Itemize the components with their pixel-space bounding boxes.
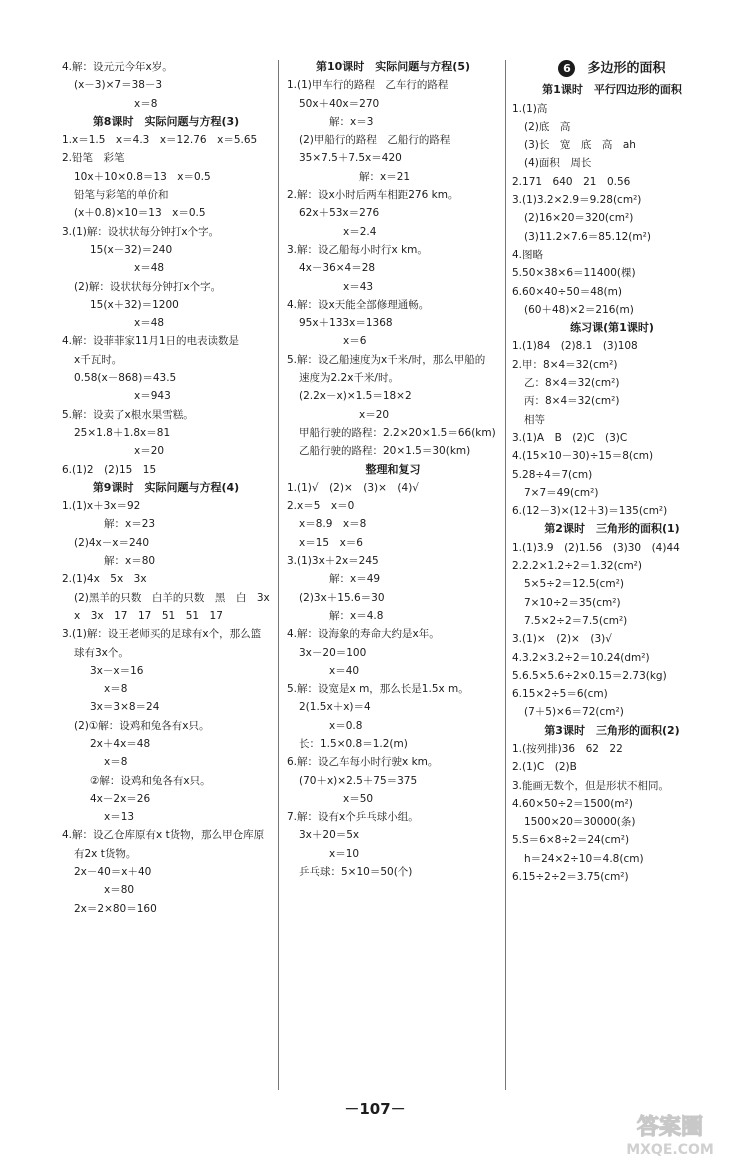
answer-line — [287, 845, 499, 863]
line-text: 甲船行驶的路程：2.2×20×1.5＝66(km) — [299, 426, 496, 439]
line-text: 解：x＝21 — [359, 170, 411, 183]
line-text: 4.解：设菲菲家11月1日的电表读数是 — [62, 335, 240, 348]
line-text: 7×10÷2＝35(cm²) — [524, 596, 621, 609]
line-text: 第3课时 三角形的面积(2) — [544, 723, 680, 737]
svg-text:MXQE.COM: MXQE.COM — [626, 1142, 714, 1158]
line-text: 62x＋53x＝276 — [299, 207, 380, 220]
answer-line — [512, 777, 712, 795]
answer-line — [287, 644, 499, 662]
answer-line — [287, 698, 499, 716]
answer-line — [62, 406, 270, 424]
line-text: 15(x＋32)＝1200 — [90, 298, 179, 311]
answer-line — [287, 131, 499, 149]
answer-line — [512, 795, 712, 813]
line-text: 相等 — [524, 413, 545, 426]
answer-line — [287, 186, 499, 204]
answer-line — [62, 186, 270, 204]
line-text: 7×7＝49(cm²) — [524, 486, 599, 499]
line-text: 1.(按列排)36 62 22 — [512, 742, 623, 755]
line-text: 4x－36×4＝28 — [299, 262, 376, 275]
answer-line — [512, 466, 712, 484]
line-text: x＝8 — [104, 683, 128, 696]
answer-line — [62, 332, 270, 350]
answer-line — [512, 740, 712, 758]
answer-line — [62, 461, 270, 479]
line-text: 3x－20＝100 — [299, 646, 367, 659]
answer-line — [62, 131, 270, 149]
answer-line — [512, 667, 712, 685]
line-text: h＝24×2÷10＝4.8(cm) — [524, 852, 644, 865]
section-heading — [62, 113, 270, 131]
line-text: x＝2.4 — [343, 225, 377, 238]
answer-line — [62, 772, 270, 790]
line-text: 4.解：设海象的寿命大约是x年。 — [287, 628, 440, 641]
line-text: (2)4x－x＝240 — [74, 536, 150, 549]
answer-line — [512, 429, 712, 447]
answer-line — [512, 374, 712, 392]
answer-line — [512, 612, 712, 630]
answer-line — [287, 863, 499, 881]
line-text: 丙：8×4＝32(cm²) — [524, 395, 620, 408]
answer-line — [287, 113, 499, 131]
answer-line — [62, 534, 270, 552]
line-text: 25×1.8＋1.8x＝81 — [74, 426, 171, 439]
answer-line — [287, 278, 499, 296]
answer-line — [62, 204, 270, 222]
line-text: 解：x＝4.8 — [329, 609, 384, 622]
answer-line — [287, 717, 499, 735]
answer-line — [287, 241, 499, 259]
line-text: 1.(1)3.9 (2)1.56 (3)30 (4)44 — [512, 541, 680, 554]
answer-line — [512, 283, 712, 301]
answer-line — [287, 552, 499, 570]
answer-line — [287, 296, 499, 314]
line-text: (2)底 高 — [524, 120, 571, 133]
line-text: 3x＋20＝5x — [299, 829, 360, 842]
answer-line — [512, 557, 712, 575]
svg-text:答案圈: 答案圈 — [636, 1115, 704, 1140]
answer-line — [287, 442, 499, 460]
line-text: 5×5÷2＝12.5(cm²) — [524, 578, 624, 591]
line-text: 第10课时 实际问题与方程(5) — [315, 60, 470, 73]
answer-line — [512, 191, 712, 209]
answer-line — [287, 735, 499, 753]
line-text: 3.(1)× (2)× (3)√ — [512, 633, 612, 646]
answer-line — [287, 479, 499, 497]
answer-line — [512, 228, 712, 246]
line-text: x＝8 — [134, 97, 158, 110]
answer-line — [62, 644, 270, 662]
line-text: (x－3)×7＝38－3 — [74, 79, 163, 92]
line-text: (60＋48)×2＝216(m) — [524, 303, 634, 316]
section-heading — [287, 58, 499, 76]
line-text: 解：x＝23 — [104, 518, 156, 531]
answer-line — [512, 502, 712, 520]
answer-line — [62, 570, 270, 588]
line-text: 解：x＝80 — [104, 555, 156, 568]
answer-line — [287, 424, 499, 442]
line-text: 第1课时 平行四边形的面积 — [542, 83, 682, 97]
answer-line — [512, 246, 712, 264]
line-text: 2.甲：8×4＝32(cm²) — [512, 358, 618, 371]
answer-line — [512, 411, 712, 429]
line-text: 练习课(第1课时) — [570, 321, 654, 335]
answer-line — [287, 332, 499, 350]
answer-line — [287, 314, 499, 332]
answer-line — [287, 149, 499, 167]
line-text: 5.解：设宽是x m，那么长是1.5x m。 — [287, 683, 469, 696]
line-text: 4.解：设乙仓库原有x t货物，那么甲仓库原 — [62, 829, 265, 842]
line-text: 4.3.2×3.2÷2＝10.24(dm²) — [512, 651, 650, 664]
line-text: 3.(1)3x＋2x＝245 — [287, 555, 379, 568]
answer-line — [512, 154, 712, 172]
column-divider — [278, 60, 279, 1090]
answer-line — [62, 149, 270, 167]
answer-line — [512, 100, 712, 118]
line-text: 第2课时 三角形的面积(1) — [544, 522, 680, 536]
line-text: 5.解：设乙船速度为x千米/时，那么甲船的 — [287, 353, 486, 366]
line-text: 速度为2.2x千米/时。 — [299, 372, 399, 385]
line-text: 6.解：设乙车每小时行驶x km。 — [287, 756, 439, 769]
answer-line — [512, 703, 712, 721]
line-text: 10x＋10×0.8＝13 x＝0.5 — [74, 170, 211, 183]
answer-line — [62, 881, 270, 899]
answer-line — [62, 680, 270, 698]
answer-line — [287, 772, 499, 790]
answer-line — [287, 607, 499, 625]
answer-line — [287, 259, 499, 277]
line-text: 2.x＝5 x＝0 — [287, 500, 355, 513]
answer-line — [287, 76, 499, 94]
answer-line — [512, 831, 712, 849]
answer-line — [287, 369, 499, 387]
section-heading — [512, 319, 712, 337]
line-text: x千瓦时。 — [74, 353, 123, 366]
line-text: 2.(1)C (2)B — [512, 761, 577, 774]
line-text: (2)解：设状状每分钟打x个字。 — [74, 280, 222, 293]
line-text: x＝8 — [104, 756, 128, 769]
line-text: 乒乓球：5×10＝50(个) — [299, 866, 413, 879]
answer-line — [62, 58, 270, 76]
section-heading — [512, 520, 712, 538]
answer-line — [287, 95, 499, 113]
answer-line — [62, 259, 270, 277]
line-text: 多边形的面积 — [587, 61, 666, 76]
line-text: 乙：8×4＝32(cm²) — [524, 377, 620, 390]
answer-line — [62, 900, 270, 918]
answer-line — [287, 625, 499, 643]
answer-line — [512, 850, 712, 868]
line-text: 铅笔与彩笔的单价和 — [74, 189, 169, 202]
answer-line — [62, 863, 270, 881]
answer-line — [62, 552, 270, 570]
answer-line — [62, 369, 270, 387]
section-heading — [512, 722, 712, 740]
line-text: 解：x＝3 — [329, 115, 374, 128]
answer-line — [62, 95, 270, 113]
answer-line — [287, 790, 499, 808]
line-text: 第8课时 实际问题与方程(3) — [92, 114, 240, 128]
answer-line — [62, 497, 270, 515]
line-text: 3x－x＝16 — [90, 664, 144, 677]
answer-line — [287, 351, 499, 369]
answer-line — [62, 826, 270, 844]
answer-line — [512, 630, 712, 648]
line-text: 6.60×40÷50＝48(m) — [512, 285, 622, 298]
line-text: 2.171 640 21 0.56 — [512, 175, 631, 188]
answer-line — [62, 241, 270, 259]
answer-line — [512, 594, 712, 612]
line-text: 2.(1)4x 5x 3x — [62, 573, 147, 586]
section-heading — [287, 461, 499, 479]
section-heading — [62, 479, 270, 497]
answer-line — [287, 387, 499, 405]
line-text: 0.58(x－868)＝43.5 — [74, 372, 177, 385]
answer-line — [62, 387, 270, 405]
answer-line — [62, 76, 270, 94]
answer-line — [62, 717, 270, 735]
line-text: x＝15 x＝6 — [299, 536, 363, 549]
answer-line — [62, 607, 270, 625]
answer-line — [512, 539, 712, 557]
line-text: (2)3x＋15.6＝30 — [299, 591, 385, 604]
line-text: (4)面积 周长 — [524, 157, 592, 170]
line-text: x＝50 — [343, 792, 374, 805]
line-text: x 3x 17 17 51 51 17 — [74, 609, 223, 622]
answer-line — [62, 790, 270, 808]
answer-line — [287, 534, 499, 552]
answer-line — [62, 442, 270, 460]
line-text: 5.6.5×5.6÷2×0.15＝2.73(kg) — [512, 669, 667, 682]
line-text: 3x＝3×8＝24 — [90, 701, 160, 714]
answer-line — [512, 649, 712, 667]
line-text: 1.(1)84 (2)8.1 (3)108 — [512, 340, 638, 353]
answer-line — [287, 826, 499, 844]
answer-line — [512, 136, 712, 154]
answer-line — [512, 685, 712, 703]
line-text: 6.(1)2 (2)15 15 — [62, 463, 157, 476]
line-text: 4.解：设x天能全部修理通畅。 — [287, 298, 430, 311]
line-text: 3.解：设乙船每小时行x km。 — [287, 243, 428, 256]
line-text: (x＋0.8)×10＝13 x＝0.5 — [74, 207, 206, 220]
line-text: 2.解：设x小时后两车相距276 km。 — [287, 189, 459, 202]
line-text: x＝48 — [134, 262, 165, 275]
line-text: 1.x＝1.5 x＝4.3 x＝12.76 x＝5.65 — [62, 134, 258, 147]
line-text: 3.(1)解：设状状每分钟打x个字。 — [62, 225, 220, 238]
line-text: (2)①解：设鸡和兔各有x只。 — [74, 719, 210, 732]
answer-line — [287, 406, 499, 424]
line-text: x＝20 — [134, 445, 165, 458]
answer-line — [287, 589, 499, 607]
answer-line — [62, 753, 270, 771]
line-text: x＝8.9 x＝8 — [299, 518, 367, 531]
answer-line — [62, 278, 270, 296]
line-text: x＝943 — [134, 390, 171, 403]
line-text: 4.图略 — [512, 248, 544, 261]
line-text: 长：1.5×0.8＝1.2(m) — [299, 737, 408, 750]
line-text: (2)黑羊的只数 白羊的只数 黑 白 3x — [74, 591, 270, 604]
line-text: 5.解：设卖了x根水果雪糕。 — [62, 408, 194, 421]
line-text: (2)16×20＝320(cm²) — [524, 212, 634, 225]
answer-line — [62, 515, 270, 533]
answer-line — [62, 808, 270, 826]
column-left — [62, 58, 270, 918]
answer-line — [287, 570, 499, 588]
answer-line — [62, 589, 270, 607]
line-text: 1.(1)√ (2)× (3)× (4)√ — [287, 481, 419, 494]
answer-line — [62, 845, 270, 863]
line-text: 解：x＝49 — [329, 573, 381, 586]
answer-line — [62, 296, 270, 314]
line-text: 1.(1)x＋3x＝92 — [62, 500, 141, 513]
line-text: x＝6 — [343, 335, 367, 348]
answer-line — [512, 301, 712, 319]
watermark-logo — [595, 1112, 745, 1158]
answer-line — [62, 351, 270, 369]
line-text: 2x－40＝x＋40 — [74, 866, 152, 879]
line-text: 5.28÷4＝7(cm) — [512, 468, 593, 481]
line-text: 6.(12－3)×(12＋3)＝135(cm²) — [512, 505, 668, 518]
line-text: 7.解：设有x个乒乓球小组。 — [287, 811, 419, 824]
line-text: x＝48 — [134, 317, 165, 330]
answer-line — [287, 753, 499, 771]
column-middle — [287, 58, 499, 881]
answer-line — [287, 168, 499, 186]
line-text: 整理和复习 — [365, 462, 421, 476]
answer-line — [62, 662, 270, 680]
line-text: 4.(15×10－30)÷15＝8(cm) — [512, 450, 654, 463]
answer-line — [512, 868, 712, 886]
answer-line — [512, 813, 712, 831]
line-text: 35×7.5＋7.5x＝420 — [299, 152, 402, 165]
line-text: (7＋5)×6＝72(cm²) — [524, 706, 624, 719]
line-text: 有2x t货物。 — [74, 847, 137, 860]
line-text: 2x＝2×80＝160 — [74, 902, 157, 915]
line-text: 3.(1)A B (2)C (3)C — [512, 431, 628, 444]
answer-line — [287, 497, 499, 515]
answer-line — [62, 168, 270, 186]
line-text: 2.铅笔 彩笔 — [62, 152, 125, 165]
line-text: 1.(1)甲车行的路程 乙车行的路程 — [287, 79, 449, 92]
answer-line — [512, 264, 712, 282]
answer-line — [512, 337, 712, 355]
answer-line — [512, 118, 712, 136]
answer-line — [512, 447, 712, 465]
line-text: 4x－2x＝26 — [90, 792, 151, 805]
answer-line — [62, 735, 270, 753]
line-text: x＝80 — [104, 884, 135, 897]
line-text: (70＋x)×2.5＋75＝375 — [299, 774, 418, 787]
line-text: 2(1.5x＋x)＝4 — [299, 701, 371, 714]
line-text: 3.(1)解：设王老师买的足球有x个，那么篮 — [62, 628, 262, 641]
line-text: 1.(1)高 — [512, 102, 548, 115]
line-text: (2.2x－x)×1.5＝18×2 — [299, 390, 412, 403]
line-text: 2.2.2×1.2÷2＝1.32(cm²) — [512, 560, 642, 573]
answer-line — [512, 356, 712, 374]
line-text: 95x＋133x＝1368 — [299, 317, 393, 330]
line-text: ②解：设鸡和兔各有x只。 — [90, 774, 211, 787]
line-text: 2x＋4x＝48 — [90, 737, 151, 750]
page-number: －107－ — [344, 1100, 406, 1118]
line-text: x＝10 — [329, 847, 360, 860]
answer-line — [512, 392, 712, 410]
line-text: 50x＋40x＝270 — [299, 97, 380, 110]
answer-line — [512, 575, 712, 593]
line-text: (3)长 宽 底 高 ah — [524, 139, 636, 152]
line-text: 第9课时 实际问题与方程(4) — [92, 480, 240, 494]
line-text: x＝20 — [359, 408, 390, 421]
answer-line — [62, 698, 270, 716]
answer-line — [512, 484, 712, 502]
answer-line — [62, 625, 270, 643]
answer-line — [512, 209, 712, 227]
line-text: 3.(1)3.2×2.9＝9.28(cm²) — [512, 194, 642, 207]
answer-line — [287, 515, 499, 533]
answer-line — [287, 204, 499, 222]
answer-line — [512, 173, 712, 191]
answer-line — [62, 314, 270, 332]
line-text: 7.5×2÷2＝7.5(cm²) — [524, 614, 628, 627]
line-text: 6.15÷2÷2＝3.75(cm²) — [512, 871, 629, 884]
line-text: 15(x－32)＝240 — [90, 243, 173, 256]
section-heading — [512, 81, 712, 99]
line-text: x＝40 — [329, 664, 360, 677]
answer-line — [287, 223, 499, 241]
column-right — [512, 58, 712, 886]
line-text: 4.60×50÷2＝1500(m²) — [512, 797, 633, 810]
line-text: 3.能画无数个，但是形状不相同。 — [512, 779, 670, 792]
line-text: 乙船行驶的路程：20×1.5＝30(km) — [299, 445, 471, 458]
line-text: x＝13 — [104, 811, 135, 824]
line-text: (2)甲船行的路程 乙船行的路程 — [299, 134, 451, 147]
answer-line — [287, 662, 499, 680]
line-text: 球有3x个。 — [74, 646, 129, 659]
answer-line — [287, 808, 499, 826]
line-text: 5.S＝6×8÷2＝24(cm²) — [512, 834, 630, 847]
line-text: (3)11.2×7.6＝85.12(m²) — [524, 230, 651, 243]
answer-line — [287, 680, 499, 698]
line-text: x＝43 — [343, 280, 374, 293]
answer-line — [512, 758, 712, 776]
line-text: 1500×20＝30000(条) — [524, 816, 636, 829]
column-divider — [505, 60, 506, 1090]
chapter-number-badge: 6 — [558, 60, 575, 77]
line-text: x＝0.8 — [329, 719, 363, 732]
line-text: 5.50×38×6＝11400(棵) — [512, 267, 636, 280]
chapter-title — [512, 60, 712, 78]
line-text: 4.解：设元元今年x岁。 — [62, 61, 173, 73]
answer-line — [62, 223, 270, 241]
line-text: 6.15×2÷5＝6(cm) — [512, 688, 608, 701]
answer-line — [62, 424, 270, 442]
